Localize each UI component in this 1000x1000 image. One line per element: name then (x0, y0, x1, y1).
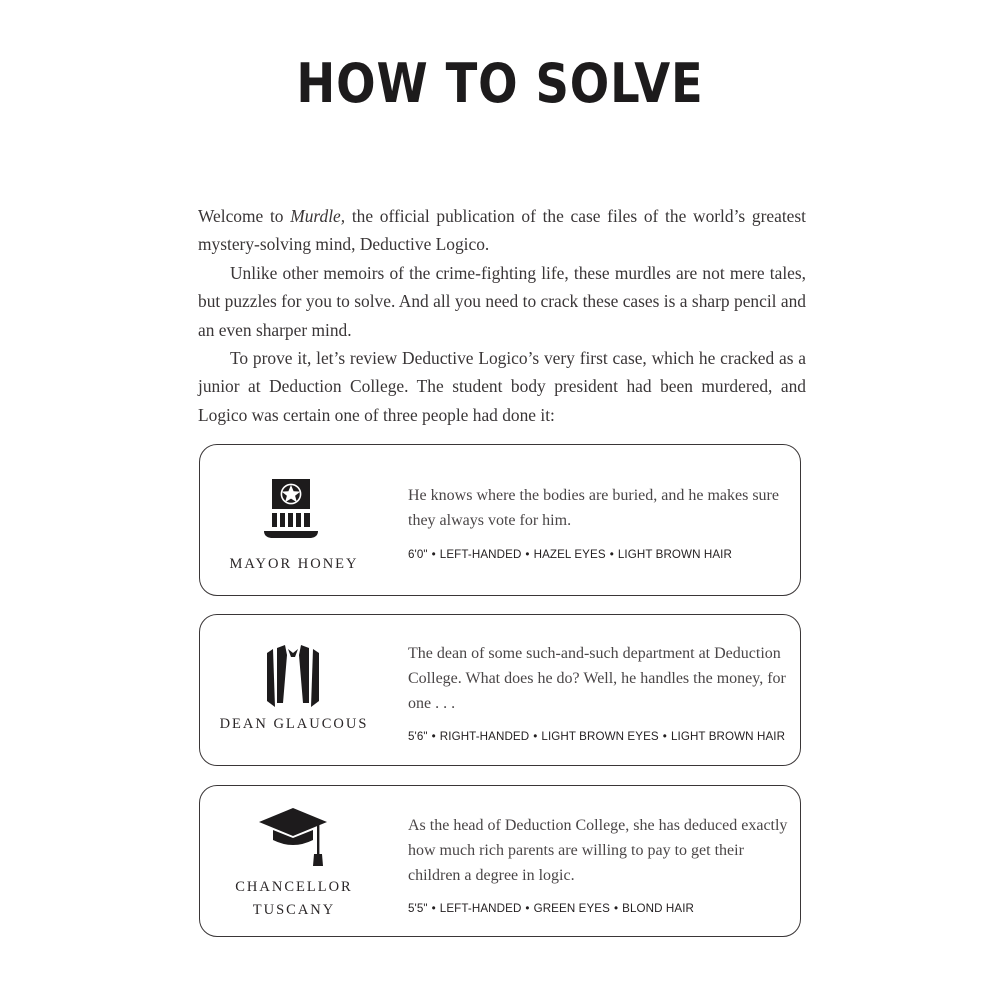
suspect-name: DEAN GLAUCOUS (219, 716, 369, 732)
suspect-traits: 5'5" • LEFT-HANDED • GREEN EYES • BLOND HAIR (408, 902, 695, 915)
intro-paragraph-1: Welcome to Murdle, the official publication of the case files of the world’s greatest mystery-solving mind, Deductive Logico. (198, 206, 806, 255)
suspect-card-mayor-honey (199, 444, 801, 596)
page-title: HOW TO SOLVE (296, 52, 704, 115)
book-title-italic: Murdle, (290, 206, 346, 226)
suspect-card-chancellor-tuscany (199, 785, 801, 937)
suspect-traits: 6'0" • LEFT-HANDED • HAZEL EYES • LIGHT BROWN HAIR (408, 548, 732, 561)
intro-paragraph-3: To prove it, let’s review Deductive Logico’s very first case, which he cracked as a junior at Deduction College. The student body president had been murdered, and Logico was certain one of three people had done it: (198, 348, 806, 425)
suspect-name: CHANCELLOR TUSCANY (235, 879, 353, 918)
suspect-card-dean-glaucous (199, 614, 801, 766)
academic-robe-icon (255, 643, 331, 709)
graduation-cap-icon (255, 806, 331, 872)
top-hat-star-icon (255, 477, 331, 543)
suspect-description: As the head of Deduction College, she has deduced exactly how much rich parents are willing to pay to get their children a degree in logic. (408, 817, 788, 884)
suspect-description: The dean of some such-and-such department at Deduction College. What does he do? Well, he handles the money, for one . . . (408, 645, 786, 712)
intro-paragraph-2: Unlike other memoirs of the crime-fighting life, these murdles are not mere tales, but puzzles for you to solve. And all you need to crack these cases is a sharp pencil and an even sharper mind. (198, 262, 806, 340)
suspect-description: He knows where the bodies are buried, and he makes sure they always vote for him. (408, 487, 779, 529)
intro-text (198, 202, 806, 429)
suspect-name: MAYOR HONEY (229, 556, 359, 572)
suspect-traits: 5'6" • RIGHT-HANDED • LIGHT BROWN EYES • LIGHT BROWN HAIR (408, 730, 786, 743)
